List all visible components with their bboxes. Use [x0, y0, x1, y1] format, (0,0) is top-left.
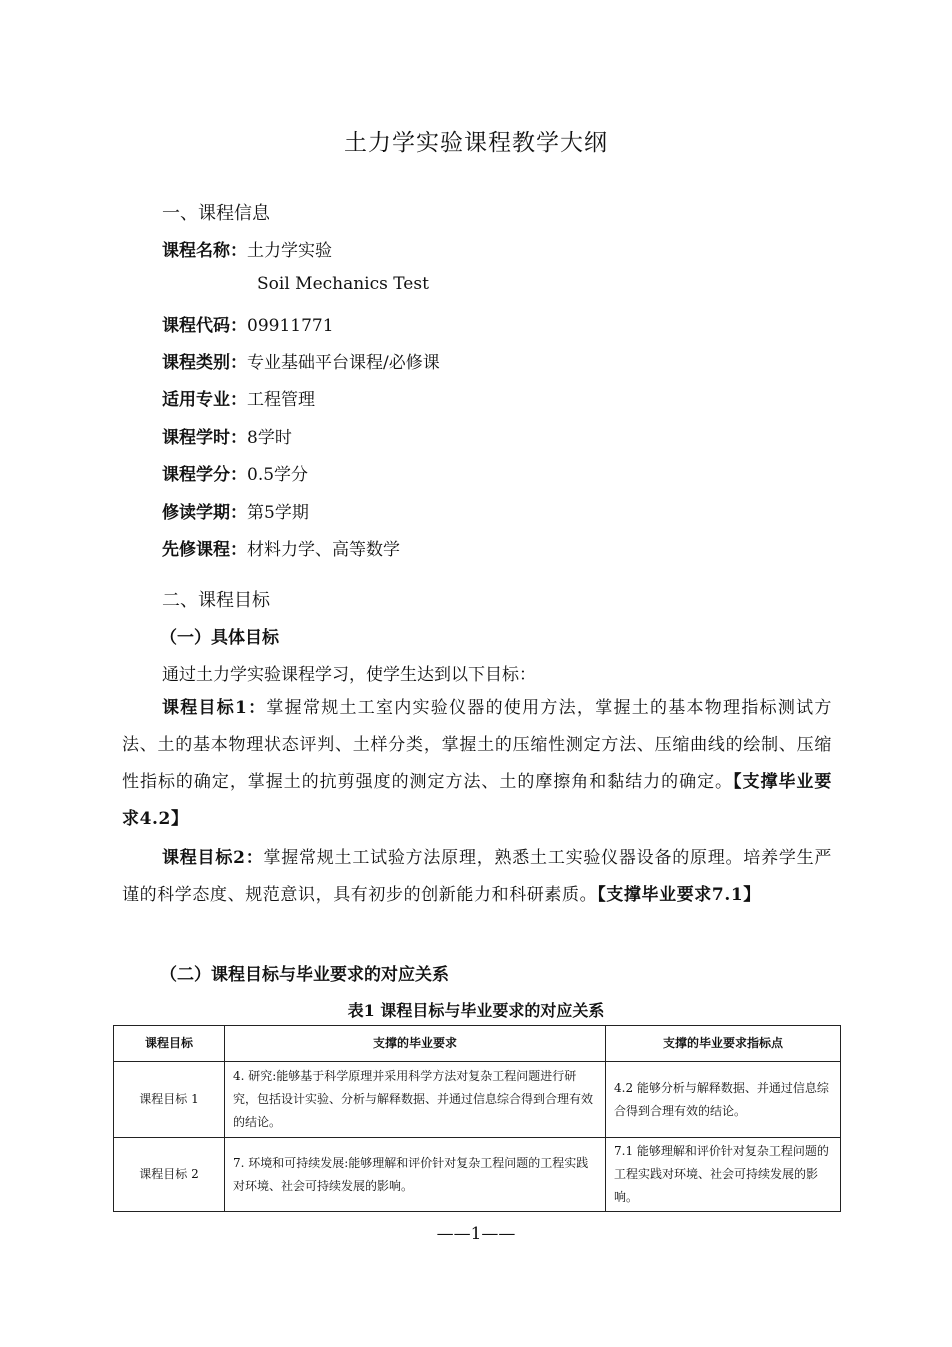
field-course-code: 课程代码：09911771	[162, 316, 334, 336]
section-heading-course-info: 一、课程信息	[162, 203, 270, 224]
section-heading-course-goals: 二、课程目标	[162, 590, 270, 611]
field-course-hours: 课程学时：8学时	[162, 428, 292, 448]
field-value: 0.5学分	[247, 465, 309, 485]
table-cell: 4.2 能够分析与解释数据、并通过信息综合得到合理有效的结论。	[606, 1062, 841, 1138]
goal-1-support: 【支撑毕业要求4.2】	[122, 772, 832, 829]
field-course-category: 课程类别：专业基础平台课程/必修课	[162, 353, 440, 373]
table-header: 支撑的毕业要求指标点	[606, 1026, 841, 1062]
field-label: 修读学期	[162, 503, 230, 523]
field-value: 第5学期	[247, 503, 309, 523]
page-number: ——1——	[436, 1224, 516, 1244]
goal-1-text: 掌握常规土工室内实验仪器的使用方法，掌握土的基本物理指标测试方法、土的基本物理状态评判、土样分类，掌握土的压缩性测定方法、压缩曲线的绘制、压缩性指标的确定，掌握土的抗剪强度的测定方法、土的摩擦角和黏结力的确定。	[122, 698, 832, 792]
field-label: 课程代码	[162, 316, 230, 336]
field-label: 适用专业	[162, 390, 230, 410]
field-value: 工程管理	[247, 390, 315, 410]
goals-intro: 通过土力学实验课程学习，使学生达到以下目标：	[162, 665, 536, 685]
field-value: 材料力学、高等数学	[247, 540, 400, 560]
field-value: 8学时	[247, 428, 292, 448]
goal-1-label: 课程目标1：	[162, 698, 267, 718]
goal-2-label: 课程目标2：	[162, 848, 264, 868]
field-applicable-major: 适用专业：工程管理	[162, 390, 315, 410]
table-cell: 7. 环境和可持续发展:能够理解和评价针对复杂工程问题的工程实践对环境、社会可持续发展的影响。	[225, 1138, 606, 1212]
page-title: 土力学实验课程教学大纲	[344, 130, 608, 156]
table-header: 支撑的毕业要求	[225, 1026, 606, 1062]
table-caption: 表1 课程目标与毕业要求的对应关系	[347, 1001, 605, 1020]
field-label: 先修课程	[162, 540, 230, 560]
field-label: 课程学时	[162, 428, 230, 448]
table-cell: 课程目标 1	[114, 1062, 225, 1138]
field-semester: 修读学期：第5学期	[162, 503, 309, 523]
table-cell: 7.1 能够理解和评价针对复杂工程问题的工程实践对环境、社会可持续发展的影响。	[606, 1138, 841, 1212]
field-value: 09911771	[247, 316, 334, 336]
field-course-name-en	[257, 274, 429, 294]
field-value: 土力学实验	[247, 241, 332, 261]
field-label: 课程类别	[162, 353, 230, 373]
table-row	[114, 1062, 841, 1138]
goal-1-paragraph	[122, 690, 832, 838]
goal-mapping-table	[113, 1025, 841, 1212]
table-row	[114, 1138, 841, 1212]
field-label: 课程学分	[162, 465, 230, 485]
goal-2-support: 【支撑毕业要求7.1】	[597, 885, 761, 905]
subheading-specific-goals: （一）具体目标	[160, 628, 279, 648]
field-label: 课程名称	[162, 241, 230, 261]
table-cell: 4. 研究:能够基于科学原理并采用科学方法对复杂工程问题进行研究，包括设计实验、分析与解释数据、并通过信息综合得到合理有效的结论。	[225, 1062, 606, 1138]
table-cell: 课程目标 2	[114, 1138, 225, 1212]
table-header: 课程目标	[114, 1026, 225, 1062]
table-header-row	[114, 1026, 841, 1062]
subheading-goal-mapping: （二）课程目标与毕业要求的对应关系	[160, 965, 449, 985]
field-value: 专业基础平台课程/必修课	[247, 353, 440, 373]
field-prerequisites: 先修课程：材料力学、高等数学	[162, 540, 400, 560]
goal-2-paragraph	[122, 840, 832, 914]
goal-2-text: 掌握常规土工试验方法原理，熟悉土工实验仪器设备的原理。培养学生严谨的科学态度、规范意识，具有初步的创新能力和科研素质。	[122, 848, 832, 905]
field-value: Soil Mechanics Test	[257, 274, 429, 294]
field-course-name: 课程名称：土力学实验	[162, 241, 332, 261]
field-course-credits: 课程学分：0.5学分	[162, 465, 309, 485]
